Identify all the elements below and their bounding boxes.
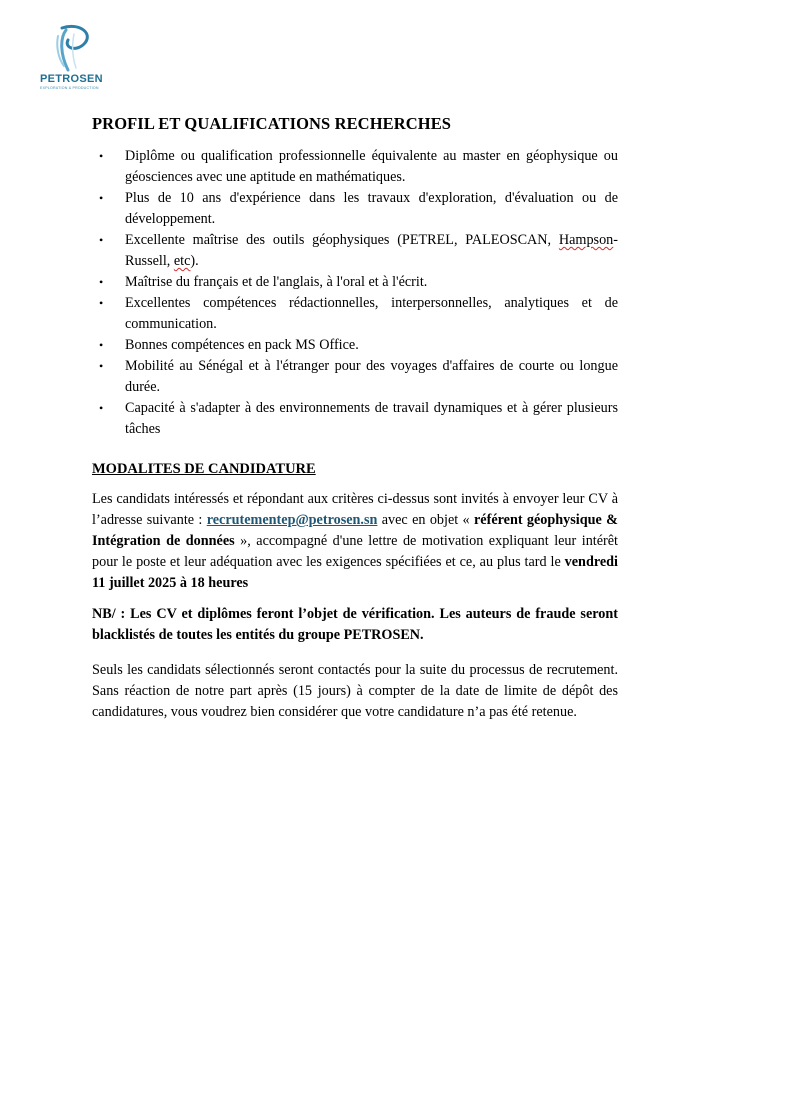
list-item-text: Bonnes compétences en pack MS Office. xyxy=(125,337,359,353)
bullet-icon: • xyxy=(99,191,104,205)
list-item xyxy=(92,335,618,356)
requirements-list xyxy=(92,146,618,440)
list-item-text xyxy=(125,232,618,269)
instructions-text: Les candidats intéressés et répondant aux critères ci-dessus sont invités à envoyer leur CV à l’adresse suivante : xyxy=(92,491,618,528)
deadline: vendredi 11 juillet 2025 à 18 heures xyxy=(92,554,618,591)
list-item xyxy=(92,272,618,293)
bullet-icon: • xyxy=(99,401,104,415)
petrosen-logo-icon xyxy=(50,24,96,72)
section-heading-application: MODALITES DE CANDIDATURE xyxy=(92,461,316,477)
list-item-text-part: -Russell, xyxy=(125,232,618,269)
bullet-icon: • xyxy=(99,233,104,247)
list-item-text: Diplôme ou qualification professionnelle équivalente au master en géophysique ou géosciences avec une aptitude en mathématiques. xyxy=(125,148,618,185)
list-item-text: Plus de 10 ans d'expérience dans les travaux d'exploration, d'évaluation ou de développement. xyxy=(125,190,618,227)
document-body xyxy=(92,113,618,737)
list-item-text: Capacité à s'adapter à des environnements de travail dynamiques et à gérer plusieurs tâches xyxy=(125,400,618,437)
list-item xyxy=(92,188,618,230)
list-item xyxy=(92,146,618,188)
verification-notice: NB/ : Les CV et diplômes feront l’objet de vérification. Les auteurs de fraude seront blacklistés de toutes les entités du groupe PETROSEN. xyxy=(92,606,618,643)
list-item-text-part: ). xyxy=(190,253,199,269)
section-heading-profile: PROFIL ET QUALIFICATIONS RECHERCHES xyxy=(92,114,452,133)
instructions-text: avec en objet « xyxy=(377,512,474,528)
list-item xyxy=(92,398,618,440)
application-instructions xyxy=(92,489,618,594)
list-item-text: Maîtrise du français et de l'anglais, à l'oral et à l'écrit. xyxy=(125,274,428,290)
email-link[interactable]: recrutementep@petrosen.sn xyxy=(206,512,378,528)
logo-tagline: EXPLORATION & PRODUCTION xyxy=(40,86,99,90)
petrosen-logo xyxy=(36,24,116,96)
spellcheck-flagged-word: etc xyxy=(173,253,191,269)
email-subject: référent géophysique & Intégration de données xyxy=(92,512,618,549)
spellcheck-flagged-word: Hampson xyxy=(558,232,614,248)
closing-paragraph: Seuls les candidats sélectionnés seront contactés pour la suite du processus de recrutement. Sans réaction de notre part après (15 jours) à compter de la date de limite de dépôt des candidatures, vous voudrez bien considérer que votre candidature n’a pas été retenue. xyxy=(92,662,618,721)
list-item xyxy=(92,356,618,398)
bullet-icon: • xyxy=(99,275,104,289)
bullet-icon: • xyxy=(99,359,104,373)
list-item xyxy=(92,230,618,272)
list-item xyxy=(92,293,618,335)
bullet-icon: • xyxy=(99,296,104,310)
bullet-icon: • xyxy=(99,338,104,352)
bullet-icon: • xyxy=(99,149,104,163)
logo-wordmark: PETROSEN xyxy=(40,73,103,85)
instructions-text: », accompagné d'une lettre de motivation expliquant leur intérêt pour le poste et leur adéquation avec les exigences spécifiées et ce, au plus tard le xyxy=(92,533,618,570)
list-item-text: Excellentes compétences rédactionnelles, interpersonnelles, analytiques et de communication. xyxy=(125,295,618,332)
list-item-text-part: Excellente maîtrise des outils géophysiques (PETREL, PALEOSCAN, xyxy=(125,232,559,248)
list-item-text: Mobilité au Sénégal et à l'étranger pour des voyages d'affaires de courte ou longue durée. xyxy=(125,358,618,395)
